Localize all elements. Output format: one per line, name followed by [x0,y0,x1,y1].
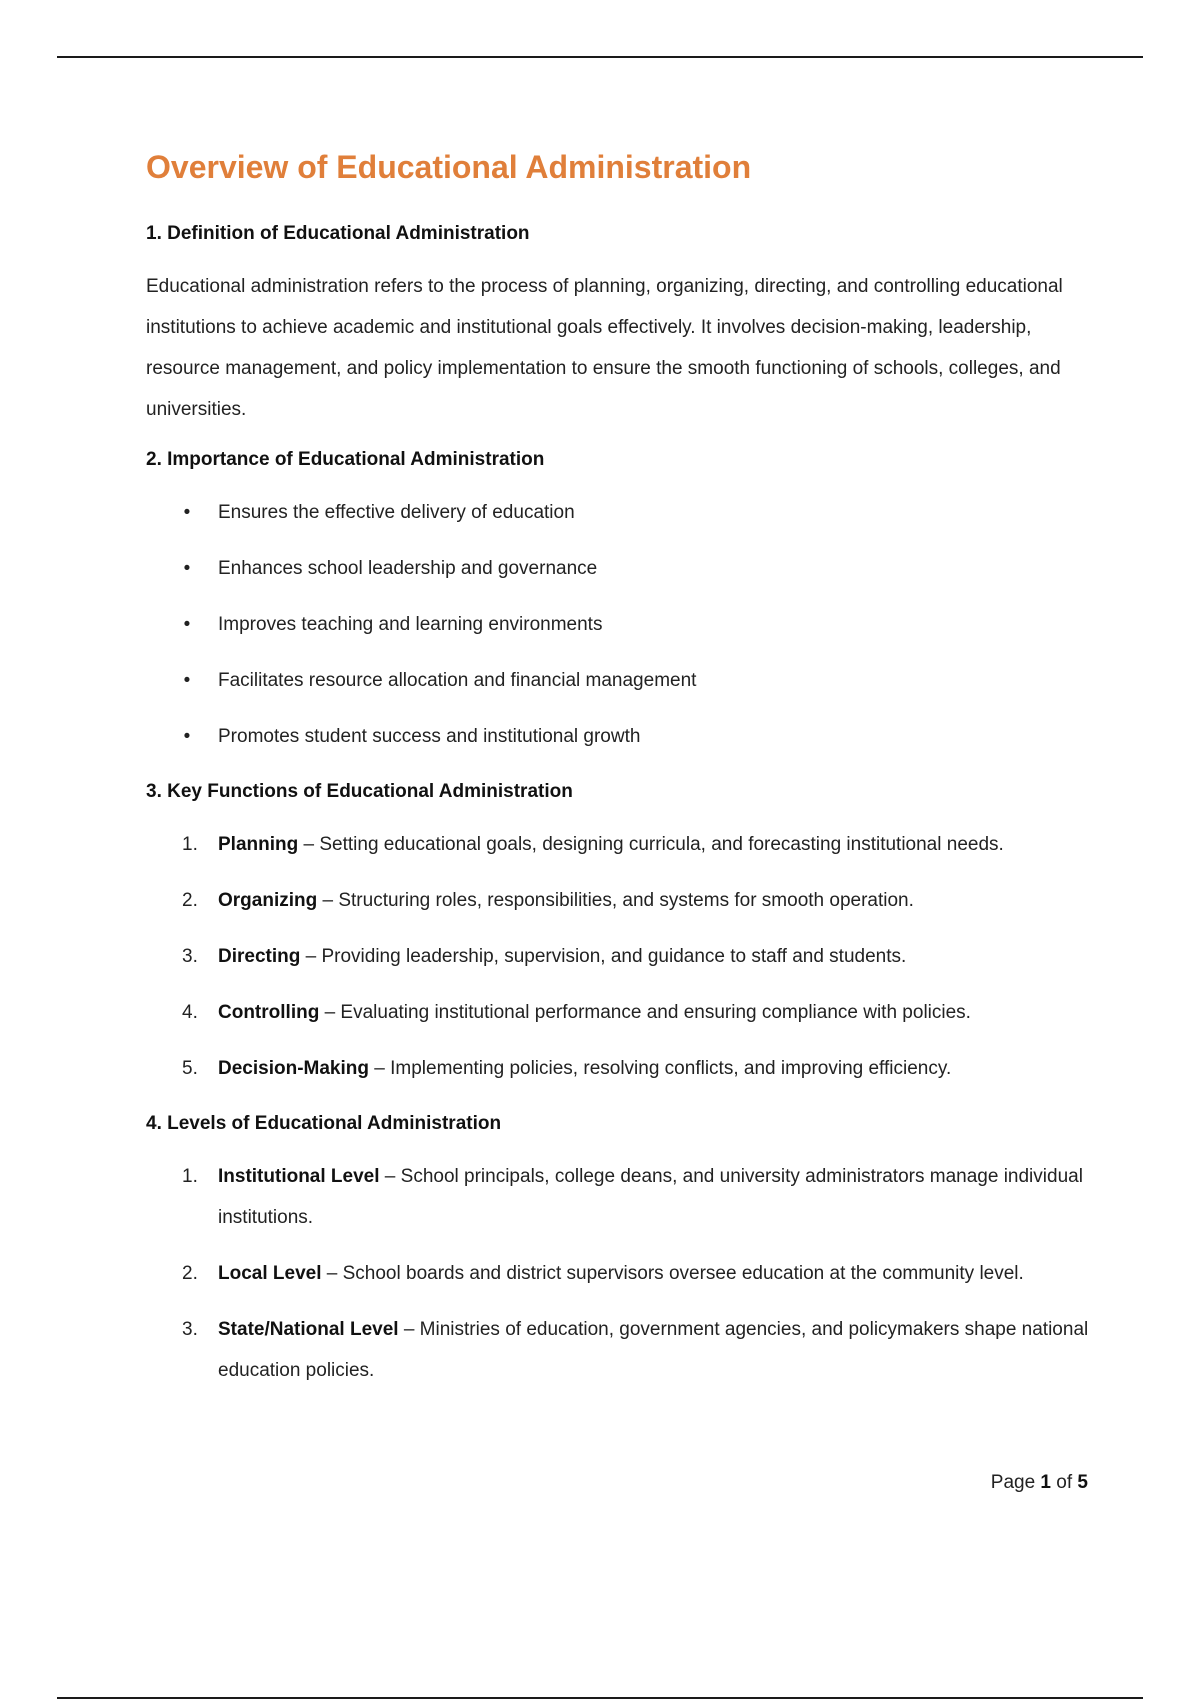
section-heading-functions: 3. Key Functions of Educational Administration [146,781,573,802]
list-item: 1. Institutional Level – School principals, college deans, and university administrators manage individual institutions. [182,1166,1083,1228]
bullet-icon: • [183,670,191,691]
list-item: • Enhances school leadership and governance [146,548,1096,589]
list-item: 2. Organizing – Structuring roles, responsibilities, and systems for smooth operation. [182,890,914,911]
bullet-icon: • [183,726,191,747]
section-heading-definition: 1. Definition of Educational Administration [146,223,530,244]
list-item: 2. Local Level – School boards and district supervisors oversee education at the community level. [182,1263,1024,1284]
list-item: 1. Planning – Setting educational goals, designing curricula, and forecasting institutional needs. [182,834,1004,855]
bottom-rule [57,1697,1143,1699]
importance-list [146,492,1096,757]
list-item: 5. Decision-Making – Implementing policies, resolving conflicts, and improving efficiency. [182,1058,952,1079]
list-item: • Promotes student success and institutional growth [146,716,1096,757]
page-number: Page 1 of 5 [990,1472,1088,1493]
section-heading-levels: 4. Levels of Educational Administration [146,1113,502,1134]
list-item: 3. Directing – Providing leadership, supervision, and guidance to staff and students. [182,946,907,967]
definition-paragraph: Educational administration refers to the process of planning, organizing, directing, and controlling educational institutions to achieve academic and institutional goals effectively. It involves decision-making, leadership, resource management, and policy implementation to ensure the smooth functioning of schools, colleges, and universities. [146,276,1063,420]
bullet-icon: • [183,558,191,579]
functions-list [146,824,1096,1089]
levels-list [146,1156,1096,1391]
document-body [146,140,1096,1406]
list-item: • Facilitates resource allocation and financial management [146,660,1096,701]
bullet-icon: • [183,614,191,635]
list-item: • Improves teaching and learning environments [146,604,1096,645]
section-heading-importance: 2. Importance of Educational Administration [146,449,545,470]
document-title: Overview of Educational Administration [146,149,752,185]
list-item: 4. Controlling – Evaluating institutional performance and ensuring compliance with policies. [182,1002,971,1023]
list-item: • Ensures the effective delivery of education [146,492,1096,533]
top-rule [57,56,1143,58]
list-item: 3. State/National Level – Ministries of education, government agencies, and policymakers shape national education policies. [182,1319,1089,1381]
bullet-icon: • [183,502,191,523]
